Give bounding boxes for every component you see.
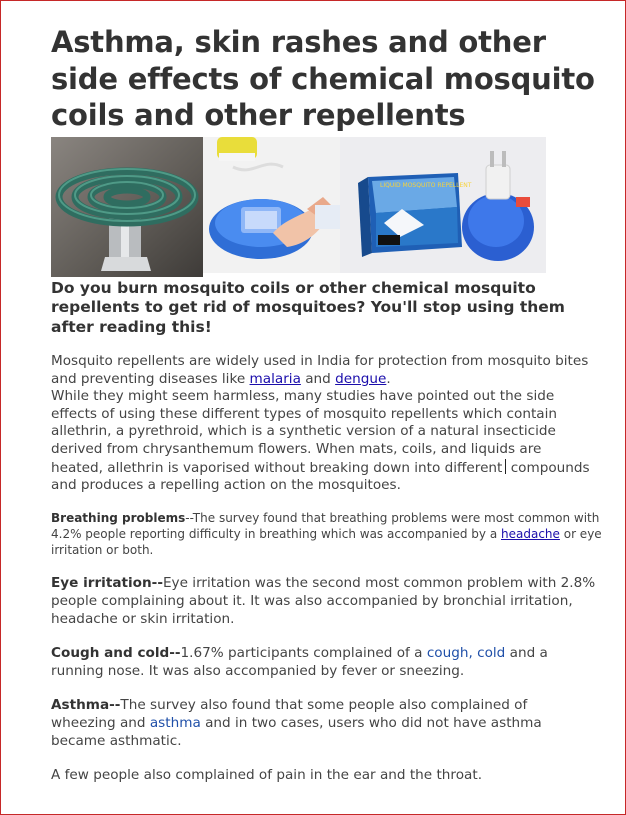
intro-body (51, 388, 596, 495)
intro-text-part1: Mosquito repellents are widely used in India for protection from mosquito bites and preventing diseases like (51, 353, 589, 387)
closing-paragraph: A few people also complained of pain in the ear and the throat. (51, 766, 483, 783)
article (51, 24, 611, 784)
eye-paragraph (51, 574, 596, 628)
asthma-paragraph (51, 696, 596, 750)
cough-cold-highlight[interactable]: cough, cold (426, 644, 506, 661)
article-title: Asthma, skin rashes and other side effects of chemical mosquito coils and other repellents (51, 25, 595, 132)
eye-label: Eye irritation-- (51, 574, 163, 591)
breathing-text: --The survey found that breathing problems were most common with 4.2% people reporting difficulty in breathing which was accompanied by a (51, 510, 600, 541)
liquid-vaporizer-icon (340, 137, 546, 273)
headache-link[interactable]: headache (501, 526, 560, 541)
cough-text-end: and a running nose. It was also accompanied by fever or sneezing. (51, 644, 548, 679)
breathing-text-end: or eye irritation or both. (51, 526, 602, 557)
dengue-link[interactable]: dengue (335, 370, 387, 387)
liquid-vaporizer-image (340, 137, 546, 273)
cough-label: Cough and cold-- (51, 644, 181, 661)
mosquito-mat-machine-icon (203, 137, 340, 273)
asthma-label: Asthma-- (51, 696, 121, 713)
breathing-paragraph (51, 510, 611, 558)
mosquito-coil-icon (51, 137, 203, 277)
intro-text-part2: and (300, 370, 336, 387)
asthma-highlight[interactable]: asthma (149, 714, 201, 731)
mosquito-coil-image (51, 137, 203, 277)
breathing-label: Breathing problems (51, 510, 186, 525)
text-cursor (505, 459, 506, 474)
mosquito-mat-image (203, 137, 340, 273)
asthma-text: The survey also found that some people also complained of wheezing and (51, 696, 528, 731)
intro-body-text: While they might seem harmless, many studies have pointed out the side effects of using these different types of mosquito repellents which contain allethrin, a pyrethroid, which is a synthetic version of a natural insecticide derived from chrysanthemum flowers. When mats, coils, and liquids are heated, allethrin is vaporised without breaking down into different (51, 388, 558, 476)
asthma-text-end: and in two cases, users who did not have asthma became asthmatic. (51, 714, 542, 749)
image-strip (51, 137, 611, 277)
malaria-link[interactable]: malaria (249, 370, 301, 387)
cough-paragraph (51, 644, 596, 680)
intro-paragraph (51, 353, 596, 495)
intro-body-end: compounds and produces a repelling action on the mosquitoes. (51, 459, 590, 494)
article-subheading: Do you burn mosquito coils or other chemical mosquito repellents to get rid of mosquitoes? You'll stop using them after reading this! (51, 278, 565, 336)
box-label: LIQUID MOSQUITO REPELLENT (380, 181, 472, 189)
eye-text: Eye irritation was the second most common problem with 2.8% people complaining about it. It was also accompanied by bronchial irritation, headache or skin irritation. (51, 574, 596, 627)
cough-text: 1.67% participants complained of a (180, 644, 427, 661)
intro-text-part3: . (386, 370, 391, 387)
